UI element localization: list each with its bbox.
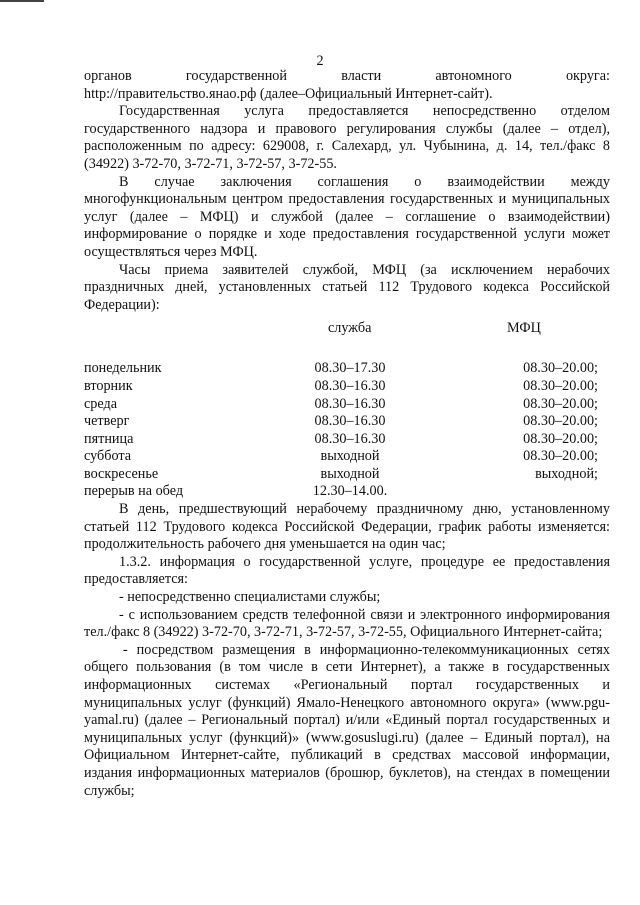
document-body (84, 68, 610, 800)
schedule-row (84, 431, 610, 449)
schedule-day: воскресенье (84, 465, 159, 482)
schedule-service-hours: 08.30–16.30 (314, 395, 386, 412)
schedule-row (84, 396, 610, 414)
schedule-row (84, 413, 610, 431)
schedule-row (84, 360, 610, 378)
schedule-service-hours: выходной (320, 448, 380, 465)
schedule-header-mfc: МФЦ (507, 320, 541, 337)
paragraph-1-line-1: органов государственной власти автономного округа: (84, 68, 610, 84)
paragraph-service-department: Государственная услуга предоставляется непосредственно отделом государственного надзора и правового регулирования службы (далее – отдел), расположенным по адресу: 629008, г. Салехард, ул. Чубынина, д. 14, тел./факс 8 (34922) 3-72-70, 3-72-71, 3-72-57, 3-72-55. (84, 103, 610, 172)
schedule-service-hours: 08.30–16.30 (314, 377, 386, 394)
schedule-row (84, 378, 610, 396)
schedule-mfc-hours: 08.30–20.00; (523, 448, 598, 465)
schedule-table (84, 360, 610, 501)
schedule-service-hours: 12.30–14.00. (312, 483, 388, 500)
list-item-telephone: - с использованием средств телефонной связи и электронного информирования тел./факс 8 (34922) 3-72-70, 3-72-71, 3-72-57, 3-72-55, Официального Интернет-сайта; (84, 606, 610, 641)
paragraph-pre-holiday: В день, предшествующий нерабочему праздничному дню, установленному статьей 112 Трудового кодекса Российской Федерации, график работы изменяется: продолжительность рабочего дня уменьшается на один час; (84, 501, 610, 553)
schedule-service-hours: 08.30–16.30 (314, 430, 386, 447)
schedule-row-lunch (84, 483, 610, 501)
schedule-mfc-hours: 08.30–20.00; (523, 413, 598, 430)
schedule-mfc-hours: 08.30–20.00; (523, 377, 598, 394)
schedule-day: перерыв на обед (84, 483, 184, 500)
schedule-mfc-hours: 08.30–20.00; (523, 360, 598, 377)
paragraph-reception-hours: Часы приема заявителей службой, МФЦ (за исключением нерабочих праздничных дней, установленных статьей 112 Трудового кодекса Российской Федерации): (84, 261, 610, 313)
schedule-service-hours: 08.30–17.30 (314, 360, 386, 377)
paragraph-1-3-2: 1.3.2. информация о государственной услуге, процедуре ее предоставления предоставляется: (84, 553, 610, 588)
list-item-specialists: - непосредственно специалистами службы; (119, 589, 381, 606)
schedule-mfc-hours: 08.30–20.00; (523, 395, 598, 412)
schedule-service-hours: 08.30–16.30 (314, 413, 386, 430)
schedule-day: суббота (84, 448, 132, 465)
schedule-mfc-hours: 08.30–20.00; (523, 430, 598, 447)
paragraph-1-line-2: http://правительство.янао.рф (далее–Официальный Интернет-сайт). (84, 85, 493, 102)
schedule-header (84, 320, 610, 350)
page-number: 2 (316, 53, 324, 69)
schedule-day: понедельник (84, 360, 162, 377)
schedule-day: вторник (84, 377, 133, 394)
schedule-mfc-hours: выходной; (535, 465, 598, 482)
paragraph-mfc-agreement: В случае заключения соглашения о взаимодействии между многофункциональным центром предоставления государственных и муниципальных услуг (далее – МФЦ) и службой (далее – соглашение о взаимодействии) информирование о порядке и ходе предоставления государственной услуги может осуществляться через МФЦ. (84, 173, 610, 260)
schedule-day: пятница (84, 430, 134, 447)
schedule-day: четверг (84, 413, 130, 430)
top-rule (0, 0, 44, 2)
schedule-service-hours: выходной (320, 465, 380, 482)
schedule-header-service: служба (328, 320, 372, 337)
schedule-row (84, 466, 610, 484)
list-item-internet: - посредством размещения в информационно-телекоммуникационных сетях общего пользования (в том числе в сети Интернет), а также в государственных информационных системах «Региональный портал государственных и муниципальных услуг (функций) Ямало-Ненецкого автономного округа» (www.pgu-yamal.ru) (далее – Региональный портал) и/или «Единый портал государственных и муниципальных услуг (функций)» (www.gosuslugi.ru) (далее – Единый портал), на Официальном Интернет-сайте, публикаций в средствах массовой информации, издания информационных материалов (брошюр, буклетов), на стендах в помещении службы; (84, 641, 610, 799)
schedule-row (84, 448, 610, 466)
schedule-day: среда (84, 395, 118, 412)
